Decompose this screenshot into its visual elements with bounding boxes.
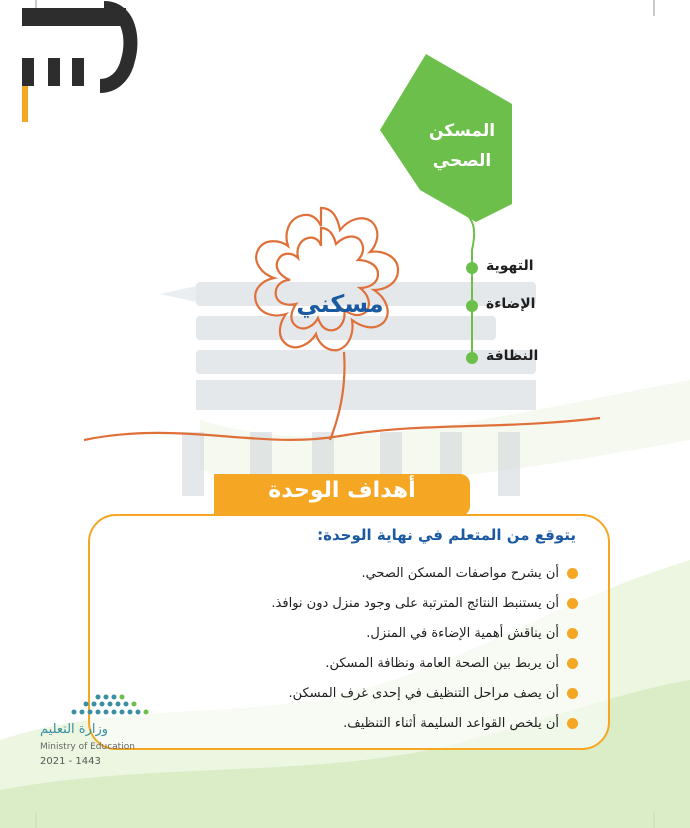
- topic-dot-cleanliness: [466, 352, 478, 364]
- unit-title-line2: الصحي: [432, 151, 492, 171]
- goal-item: أن يشرح مواصفات المسكن الصحي.: [361, 566, 578, 581]
- goal-item: أن يناقش أهمية الإضاءة في المنزل.: [366, 626, 578, 641]
- goals-banner-title: أهداف الوحدة: [268, 478, 416, 503]
- unit-title-line1: المسكن: [428, 121, 496, 141]
- topic-dot-ventilation: [466, 262, 478, 274]
- unit-title: [412, 116, 512, 176]
- hulul-logo: [22, 8, 130, 122]
- ministry-name-ar: وزارة التعليم: [40, 722, 109, 737]
- bullet-icon: [567, 568, 578, 579]
- topic-cleanliness: النظافة: [486, 348, 539, 364]
- goal-item: أن يصف مراحل التنظيف في إحدى غرف المسكن.: [288, 686, 578, 701]
- goals-banner: [214, 474, 470, 516]
- bullet-icon: [567, 718, 578, 729]
- bullet-icon: [567, 598, 578, 609]
- bullet-icon: [567, 658, 578, 669]
- topic-ventilation: التهوية: [486, 258, 534, 274]
- bullet-icon: [567, 688, 578, 699]
- watermark-arrow: [160, 286, 196, 302]
- goals-box: [88, 514, 610, 750]
- bullet-icon: [567, 628, 578, 639]
- ministry-logo-icon: [68, 694, 154, 718]
- ministry-name-en: Ministry of Education: [40, 742, 135, 752]
- flower-label: مسكني: [296, 290, 384, 318]
- topic-lighting: الإضاءة: [486, 296, 536, 312]
- goal-item: أن يربط بين الصحة العامة ونظافة المسكن.: [325, 656, 578, 671]
- topic-dot-lighting: [466, 300, 478, 312]
- goal-item: أن يستنبط النتائج المترتبة على وجود منزل دون نوافذ.: [271, 596, 578, 611]
- goal-item: أن يلخص القواعد السليمة أثناء التنظيف.: [343, 716, 578, 731]
- goals-intro: يتوقع من المتعلم في نهاية الوحدة:: [317, 526, 576, 544]
- ministry-year: 2021 - 1443: [40, 756, 101, 767]
